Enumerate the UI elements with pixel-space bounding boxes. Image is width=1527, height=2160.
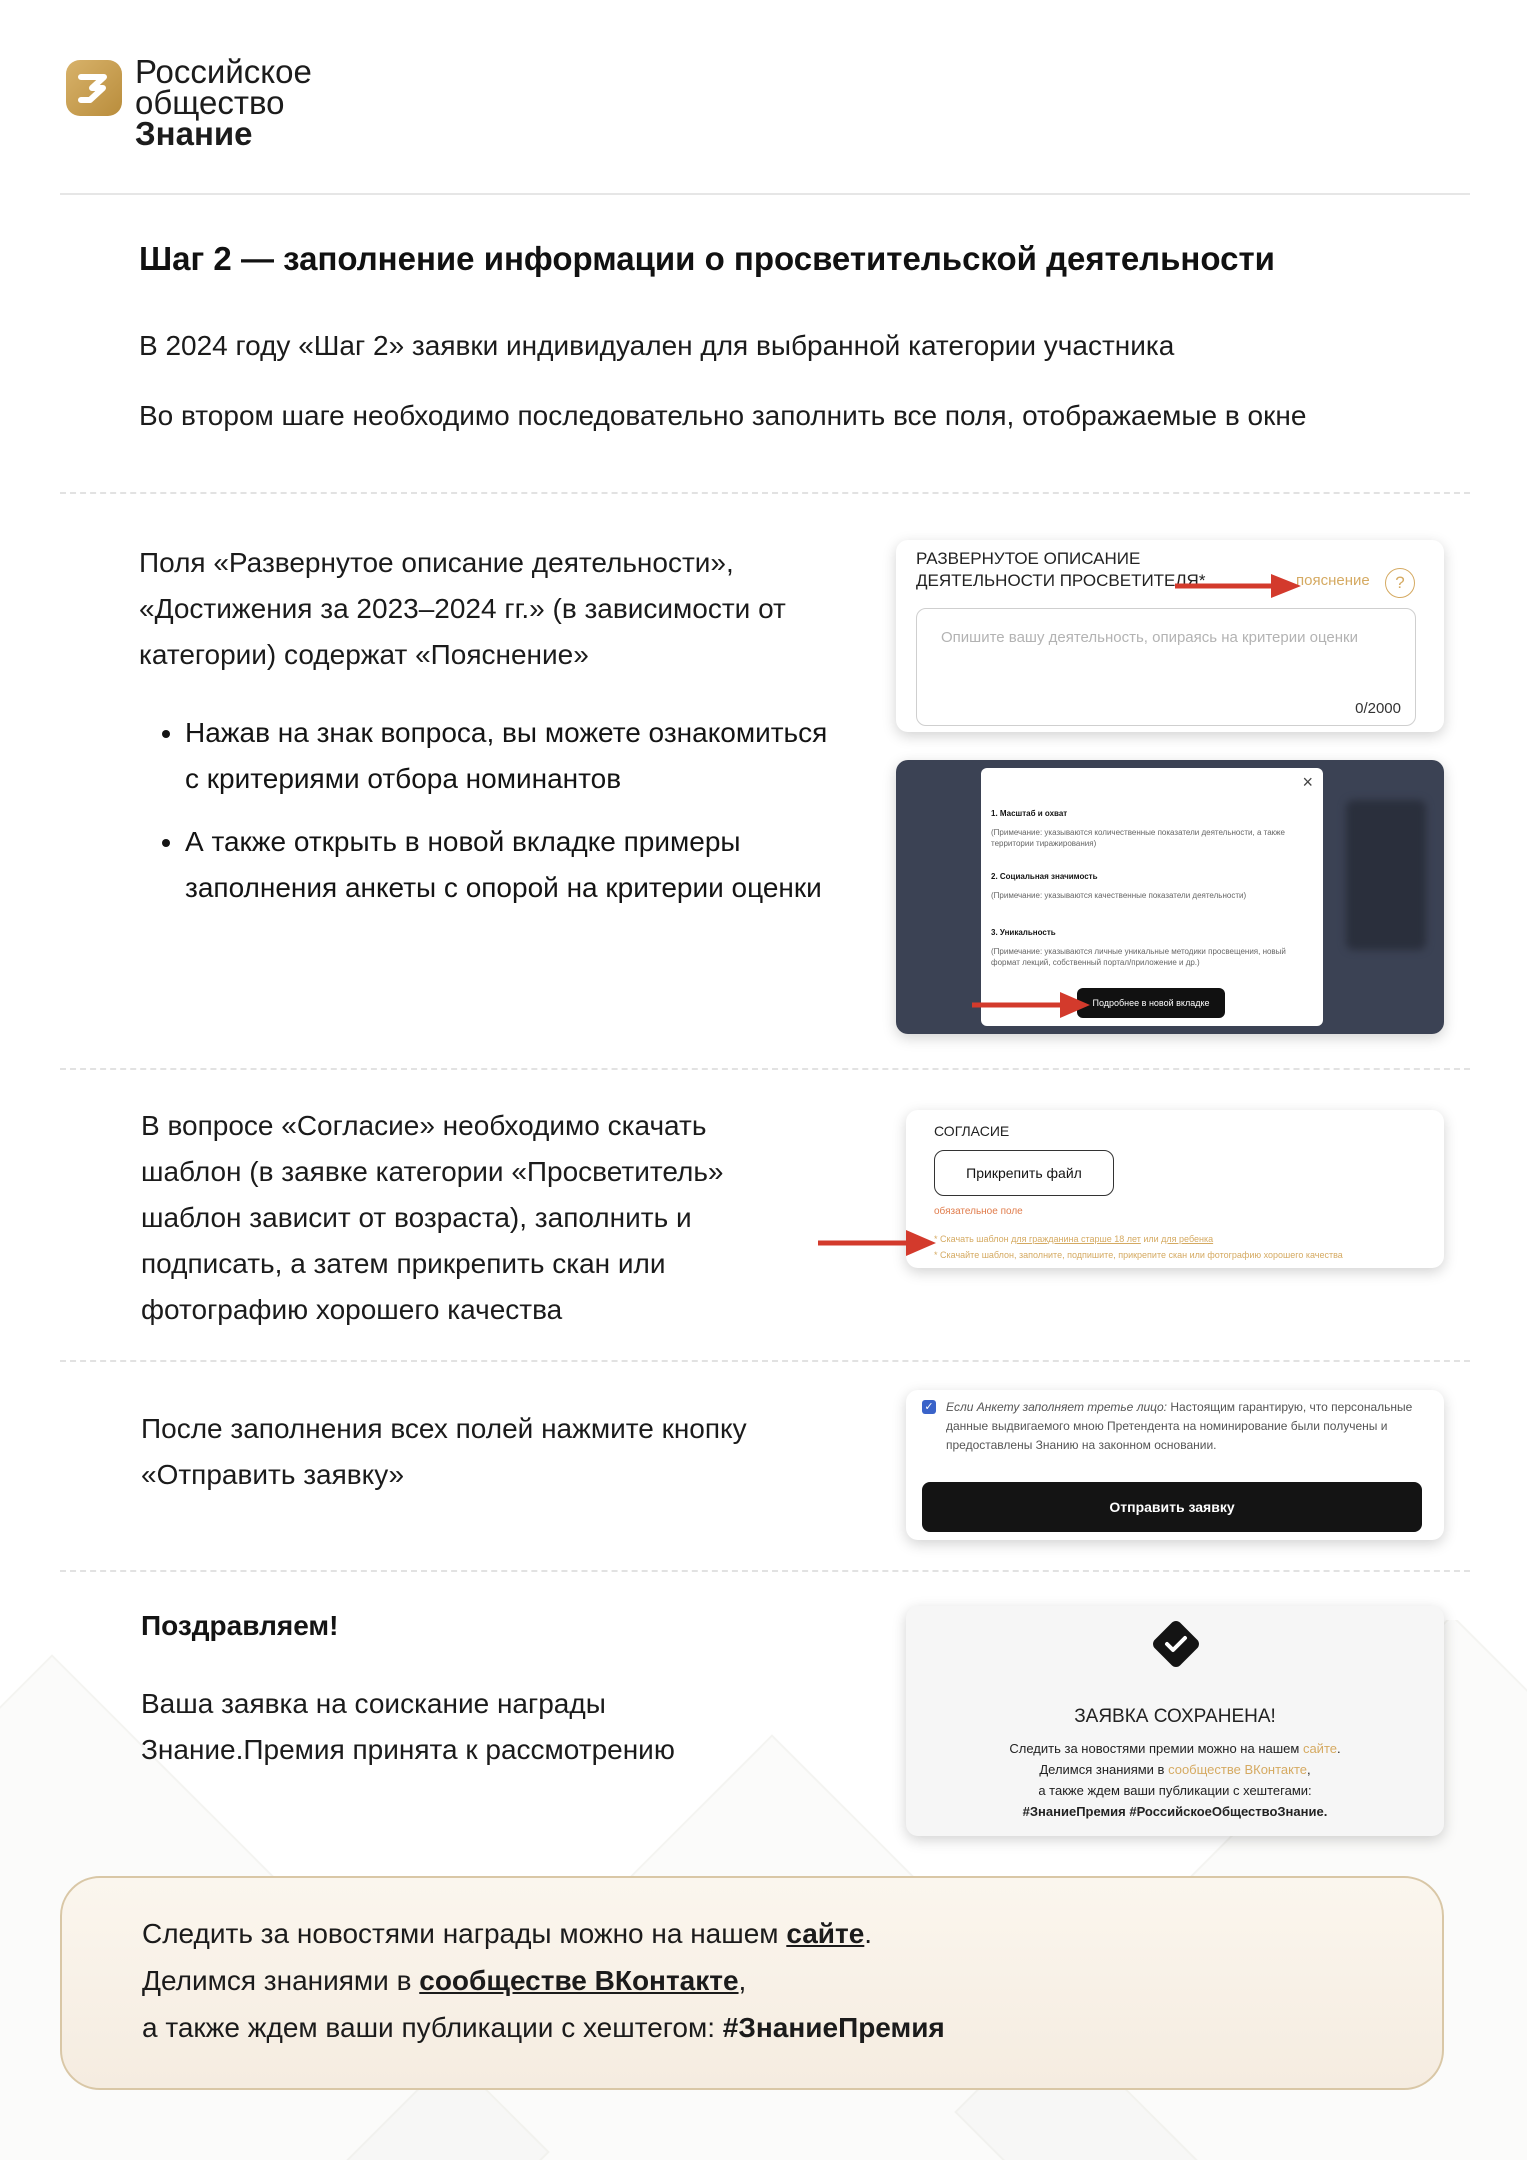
footer-vk-link[interactable]: сообществе ВКонтакте <box>419 1965 739 1996</box>
saved-line1-prefix: Следить за новостями премии можно на нашем <box>1009 1741 1303 1756</box>
saved-vk-link[interactable]: сообществе ВКонтакте <box>1168 1762 1308 1777</box>
logo-line-1: Российское <box>135 53 312 90</box>
arrow-pointer <box>972 988 1092 1022</box>
field-label: РАЗВЕРНУТОЕ ОПИСАНИЕ ДЕЯТЕЛЬНОСТИ ПРОСВЕТИТЕЛЯ* <box>916 549 1206 590</box>
attach-file-button[interactable]: Прикрепить файл <box>934 1150 1114 1196</box>
footer-line2-prefix: Делимся знаниями в <box>142 1965 420 1996</box>
logo-line-3: Знание <box>135 115 253 152</box>
char-counter: 0/2000 <box>1355 700 1401 717</box>
consent-label: СОГЛАСИЕ <box>934 1123 1010 1139</box>
arrow-pointer <box>1175 572 1305 606</box>
screenshot-description-field <box>896 540 1444 732</box>
blurred-logo <box>1346 800 1426 950</box>
section2-text: В вопросе «Согласие» необходимо скачать шаблон (в заявке категории «Просветитель» шаблон зависит от возраста), заполнить и подписать, а затем прикрепить скан или фотографию хорошего качества <box>141 1110 724 1325</box>
page-title: Шаг 2 — заполнение информации о просветительской деятельности <box>139 240 1275 277</box>
template-hint <box>934 1234 1213 1244</box>
intro-paragraph-2: Во втором шаге необходимо последовательно заполнить все поля, отображаемые в окне <box>139 400 1307 431</box>
arrow-pointer <box>818 1226 938 1260</box>
logo-text <box>135 53 312 152</box>
close-icon[interactable]: × <box>1302 772 1313 792</box>
criteria-note: (Примечание: указываются личные уникальные методики просвещения, новый формат лекций, собственный портал/приложение и др.) <box>991 947 1286 967</box>
template-hint-mid: или <box>1140 1234 1162 1244</box>
saved-line2-prefix: Делимся знаниями в <box>1039 1762 1169 1777</box>
congrats-heading: Поздравляем! <box>141 1610 339 1641</box>
saved-title: ЗАЯВКА СОХРАНЕНА! <box>1074 1706 1276 1727</box>
textarea-placeholder: Опишите вашу деятельность, опираясь на критерии оценки <box>941 629 1358 646</box>
bullet-item: • А также открыть в новой вкладке примеры заполнения анкеты с опорой на критерии оценки <box>185 819 829 911</box>
checkbox-italic-text: Если Анкету заполняет третье лицо: <box>946 1400 1168 1414</box>
submit-application-button[interactable]: Отправить заявку <box>922 1482 1422 1532</box>
footer-site-link[interactable]: сайте <box>786 1918 865 1949</box>
saved-line3: а также ждем ваши публикации с хештегами: <box>1038 1783 1312 1798</box>
intro-paragraph-1: В 2024 году «Шаг 2» заявки индивидуален для выбранной категории участника <box>139 330 1175 361</box>
criteria-heading: 2. Социальная значимость <box>991 872 1098 881</box>
criteria-note: (Примечание: указываются качественные показатели деятельности) <box>991 891 1247 900</box>
section-divider <box>60 492 1470 494</box>
criteria-heading: 1. Масштаб и охват <box>991 809 1068 818</box>
hint-link[interactable]: пояснение <box>1296 572 1370 589</box>
logo-line-2: общество <box>135 84 285 121</box>
screenshot-saved <box>906 1606 1444 1836</box>
screenshot-submit <box>906 1390 1444 1540</box>
template-adult-link[interactable]: для гражданина старше 18 лет <box>1011 1234 1141 1244</box>
news-info-text <box>142 1910 945 2051</box>
footer-line1-prefix: Следить за новостями награды можно на нашем <box>142 1918 787 1949</box>
help-icon[interactable]: ? <box>1385 568 1415 598</box>
criteria-heading: 3. Уникальность <box>991 928 1056 937</box>
logo-icon <box>66 60 122 116</box>
upload-hint: * Скачайте шаблон, заполните, подпишите, прикрепите скан или фотографию хорошего качества <box>934 1250 1343 1260</box>
section3-text: После заполнения всех полей нажмите кнопку «Отправить заявку» <box>141 1413 747 1490</box>
news-info-box <box>60 1876 1444 2090</box>
screenshot-consent-field <box>906 1110 1444 1268</box>
section-divider <box>60 1570 1470 1572</box>
section-divider <box>60 1360 1470 1362</box>
saved-message <box>906 1738 1444 1822</box>
saved-hashtags: #ЗнаниеПремия #РоссийскоеОбществоЗнание. <box>1022 1804 1328 1819</box>
template-hint-prefix: * Скачать шаблон <box>934 1234 1012 1244</box>
bullet-item: • Нажав на знак вопроса, вы можете ознакомиться с критериями отбора номинантов <box>185 710 829 802</box>
section1-text: Поля «Развернутое описание деятельности», «Достижения за 2023–2024 гг.» (в зависимости от категории) содержат «Пояснение» <box>139 547 786 670</box>
required-note: обязательное поле <box>934 1206 1023 1217</box>
saved-line1-suffix: . <box>1336 1741 1341 1756</box>
footer-line1-suffix: . <box>864 1918 873 1949</box>
header-divider <box>60 193 1470 195</box>
section1-bullets <box>139 710 829 928</box>
saved-site-link[interactable]: сайте <box>1302 1741 1337 1756</box>
template-child-link[interactable]: для ребенка <box>1161 1234 1214 1244</box>
footer-hashtag: #ЗнаниеПремия <box>722 2012 945 2043</box>
consent-checkbox-text <box>946 1398 1416 1455</box>
checkbox-checked[interactable]: ✓ <box>922 1400 936 1414</box>
section4-text: Ваша заявка на соискание награды Знание.Премия принята к рассмотрению <box>141 1688 675 1765</box>
open-new-tab-button[interactable]: Подробнее в новой вкладке <box>1077 988 1225 1018</box>
success-check-icon <box>1148 1616 1204 1677</box>
footer-line2-suffix: , <box>738 1965 747 1996</box>
saved-line2-suffix: , <box>1307 1762 1311 1777</box>
checkbox-body-text: Настоящим гарантирую, что персональные данные выдвигаемого мною Претендента на номинирование были получены и предоставлены Знанию на законном основании. <box>946 1400 1413 1452</box>
criteria-note: (Примечание: указываются количественные показатели деятельности, а также территории тиражирования) <box>991 828 1285 848</box>
section-divider <box>60 1068 1470 1070</box>
description-textarea[interactable] <box>916 608 1416 726</box>
footer-line3-prefix: а также ждем ваши публикации с хештегом: <box>142 2012 723 2043</box>
